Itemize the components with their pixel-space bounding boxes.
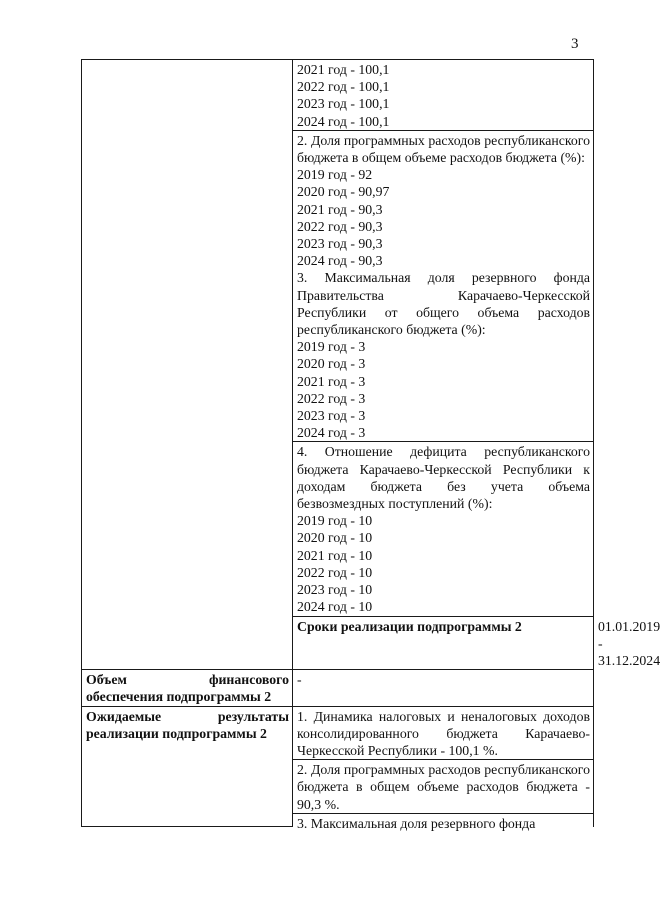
result-item-2 — [293, 760, 594, 814]
year-value: 2020 год - 10 — [297, 530, 373, 546]
result-text: 2. Доля программных расходов республиканского бюджета в общем объеме расходов бюджета - 90,3 %. — [297, 762, 590, 812]
year-value: 2019 год - 10 — [297, 513, 373, 529]
results-label — [82, 706, 293, 827]
indicator-title: 3. Максимальная доля резервного фонда Правительства Карачаево-Черкесской Республики от общего объема расходов республиканского бюджета (%): — [297, 270, 590, 338]
year-value: 2019 год - 3 — [297, 339, 366, 355]
funding-value: - — [293, 670, 594, 706]
year-value: 2023 год - 90,3 — [297, 236, 383, 252]
year-value: 2024 год - 90,3 — [297, 253, 383, 269]
year-value: 2021 год - 90,3 — [297, 201, 383, 217]
year-value: 2021 год - 10 — [297, 547, 373, 563]
year-value: 2021 год - 100,1 — [297, 62, 390, 77]
year-value: 2023 год - 3 — [297, 408, 366, 424]
funding-label — [82, 670, 293, 706]
year-value: 2019 год - 92 — [297, 167, 373, 183]
page-number: 3 — [571, 36, 579, 52]
year-value: 2024 год - 10 — [297, 599, 373, 615]
year-value: 2020 год - 3 — [297, 356, 366, 372]
indicator-block-2 — [293, 130, 594, 442]
result-text: 3. Максимальная доля резервного фонда — [297, 815, 536, 831]
year-value: 2022 год - 10 — [297, 564, 373, 580]
result-text: 1. Динамика налоговых и неналоговых доходов консолидированного бюджета Карачаево-Черкесской Республики - 100,1 %. — [297, 708, 590, 758]
label-cell-empty — [82, 60, 293, 670]
year-value: 2023 год - 100,1 — [297, 96, 390, 112]
year-value: 2021 год - 3 — [297, 373, 366, 389]
year-value: 2022 год - 3 — [297, 390, 366, 406]
year-value: 2023 год - 10 — [297, 582, 373, 598]
passport-table — [81, 59, 660, 831]
result-item-3 — [293, 813, 594, 831]
table-row: Сроки реализации подпрограммы 2 01.01.2019 - 31.12.2024 — [82, 616, 594, 670]
results-label-text: Ожидаемые результаты реализации подпрограммы 2 — [86, 708, 289, 741]
table-row — [82, 706, 594, 760]
funding-label-text: Объем финансового обеспечения подпрограммы 2 — [86, 672, 289, 705]
year-value: 2022 год - 100,1 — [297, 79, 390, 95]
indicator-title: 2. Доля программных расходов республиканского бюджета в общем объеме расходов бюджета (%): — [297, 132, 590, 166]
terms-label — [293, 616, 594, 670]
year-value: 2024 год - 3 — [297, 425, 366, 441]
indicator-block-1 — [293, 60, 594, 131]
year-value: 2024 год - 100,1 — [297, 113, 390, 129]
year-value: 2020 год - 90,97 — [297, 184, 390, 200]
table-row — [82, 60, 594, 131]
result-item-1 — [293, 706, 594, 760]
indicator-title: 4. Отношение дефицита республиканского бюджета Карачаево-Черкесской Республики к доходам бюджета без учета объема безвозмездных поступлений (%): — [297, 444, 590, 512]
table-row — [82, 670, 594, 706]
year-value: 2022 год - 90,3 — [297, 218, 383, 234]
indicator-block-4 — [293, 442, 594, 616]
terms-label-text: Сроки реализации подпрограммы 2 — [297, 618, 522, 634]
